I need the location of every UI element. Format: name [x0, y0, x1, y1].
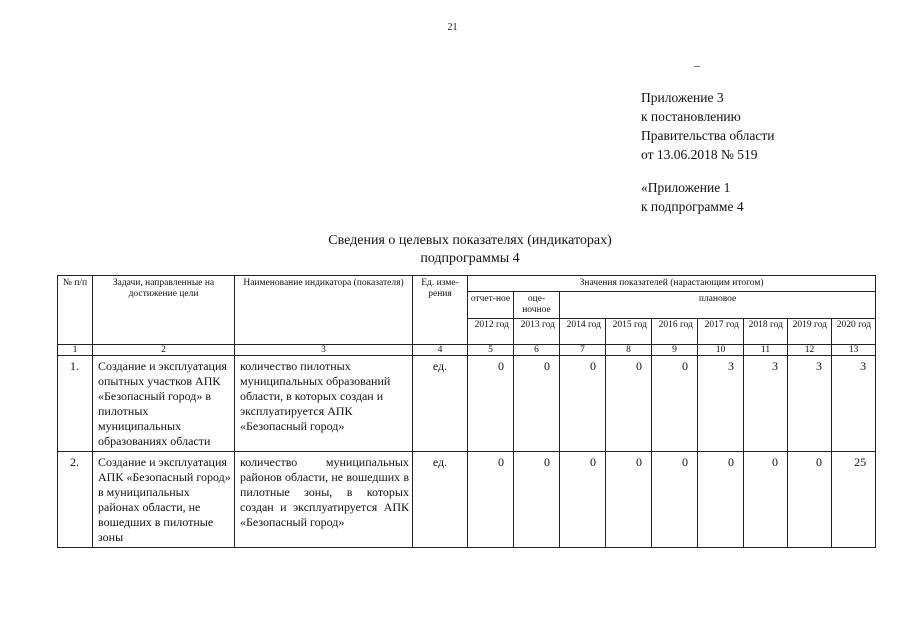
header-report: отчет-ное [468, 292, 514, 319]
column-number: 5 [468, 345, 514, 356]
row-value: 3 [744, 356, 788, 452]
column-number: 13 [832, 345, 876, 356]
row-value: 25 [832, 452, 876, 548]
column-number: 7 [560, 345, 606, 356]
row-value: 0 [514, 452, 560, 548]
header-year: 2017 год [698, 319, 744, 345]
row-unit: ед. [413, 356, 468, 452]
column-number: 10 [698, 345, 744, 356]
table-row [58, 452, 876, 548]
column-number: 4 [413, 345, 468, 356]
row-value: 0 [606, 452, 652, 548]
column-number: 8 [606, 345, 652, 356]
row-value: 0 [468, 356, 514, 452]
header-year: 2018 год [744, 319, 788, 345]
sub-appendix-line: «Приложение 1 [641, 180, 731, 195]
table-row [58, 356, 876, 452]
row-indicator: количество муниципальных районов области, не вошедших в пилотные зоны, в которых создан и эксплуатируется АПК «Безопасный город» [235, 452, 413, 548]
sub-appendix-line: к подпрограмме 4 [641, 199, 744, 214]
row-value: 3 [698, 356, 744, 452]
row-value: 0 [606, 356, 652, 452]
document-title [220, 232, 720, 268]
header-year: 2012 год [468, 319, 514, 345]
indicators-table [57, 275, 876, 548]
column-number: 6 [514, 345, 560, 356]
row-value: 3 [832, 356, 876, 452]
sub-appendix-block [641, 178, 744, 216]
column-number: 1 [58, 345, 93, 356]
header-num: № п/п [58, 276, 93, 345]
header-unit: Ед. изме-рения [413, 276, 468, 345]
header-indicator: Наименование индикатора (показателя) [235, 276, 413, 345]
row-value: 0 [652, 356, 698, 452]
row-number: 1. [58, 356, 93, 452]
header-planned: плановое [560, 292, 876, 319]
header-estimate: оце-ночное [514, 292, 560, 319]
appendix-line: к постановлению [641, 109, 741, 124]
appendix-line: Правительства области [641, 128, 775, 143]
appendix-line: Приложение 3 [641, 90, 724, 105]
column-number: 2 [93, 345, 235, 356]
column-number: 9 [652, 345, 698, 356]
row-value: 0 [468, 452, 514, 548]
appendix-line: от 13.06.2018 № 519 [641, 147, 758, 162]
row-value: 3 [788, 356, 832, 452]
row-value: 0 [744, 452, 788, 548]
row-unit: ед. [413, 452, 468, 548]
title-line-2: подпрограммы 4 [420, 251, 520, 266]
header-values: Значения показателей (нарастающим итогом) [468, 276, 876, 292]
row-value: 0 [788, 452, 832, 548]
column-number: 3 [235, 345, 413, 356]
row-value: 0 [698, 452, 744, 548]
row-number: 2. [58, 452, 93, 548]
row-value: 0 [560, 356, 606, 452]
row-indicator: количество пилотных муниципальных образований области, в которых создан и эксплуатируется АПК «Безопасный город» [235, 356, 413, 452]
header-task: Задачи, направленные на достижение цели [93, 276, 235, 345]
row-value: 0 [652, 452, 698, 548]
header-year: 2015 год [606, 319, 652, 345]
row-value: 0 [560, 452, 606, 548]
header-year: 2019 год [788, 319, 832, 345]
title-line-1: Сведения о целевых показателях (индикаторах) [328, 233, 612, 248]
row-task: Создание и эксплуатация АПК «Безопасный город» в муниципальных районах области, не вошедших в пилотные зоны [93, 452, 235, 548]
column-number: 12 [788, 345, 832, 356]
page-number: 21 [447, 22, 458, 33]
appendix-block [641, 88, 774, 164]
row-value: 0 [514, 356, 560, 452]
header-year: 2014 год [560, 319, 606, 345]
header-year: 2016 год [652, 319, 698, 345]
header-year: 2020 год [832, 319, 876, 345]
tick-mark [694, 66, 700, 67]
header-year: 2013 год [514, 319, 560, 345]
column-number: 11 [744, 345, 788, 356]
row-task: Создание и эксплуатация опытных участков АПК «Безопасный город» в пилотных муниципальных образованиях области [93, 356, 235, 452]
